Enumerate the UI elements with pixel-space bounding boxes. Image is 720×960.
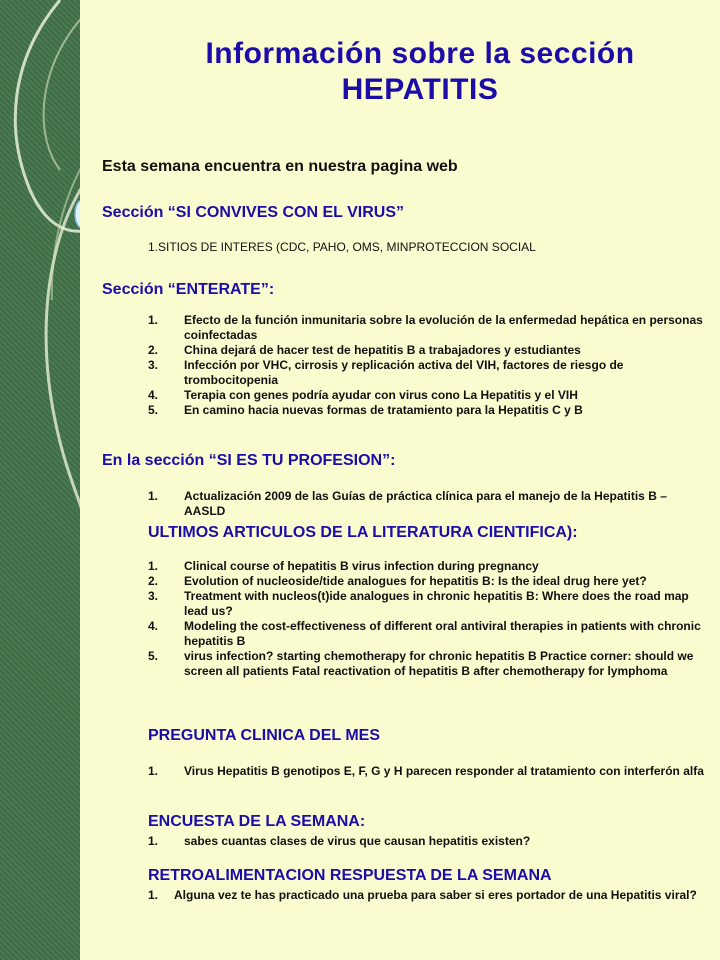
list-item: 2. China dejará de hacer test de hepatitis B a trabajadores y estudiantes	[148, 343, 581, 357]
title-line-1: Información sobre la sección	[205, 37, 635, 70]
section-retro-list	[148, 888, 704, 903]
section-encuesta-list	[148, 834, 704, 849]
list-item: 1. Virus Hepatitis B genotipos E, F, G y H parecen responder al tratamiento con interferón alfa	[148, 764, 704, 778]
section-enterate-heading: Sección “ENTERATE”:	[102, 281, 275, 298]
list-item: 1. Alguna vez te has practicado una prueba para saber si eres portador de una Hepatitis viral?	[148, 888, 697, 902]
section-literatura-heading: ULTIMOS ARTICULOS DE LA LITERATURA CIENTIFICA):	[148, 524, 578, 541]
section-pregunta-heading: PREGUNTA CLINICA DEL MES	[148, 727, 381, 744]
section-profesion-heading: En la sección “SI ES TU PROFESION”:	[102, 452, 396, 469]
decorative-sidebar	[0, 0, 80, 960]
list-item: 1. Efecto de la función inmunitaria sobre la evolución de la enfermedad hepática en personas coinfectadas	[148, 313, 703, 342]
section-enterate-list	[148, 313, 704, 418]
list-item: 5. En camino hacia nuevas formas de tratamiento para la Hepatitis C y B	[148, 403, 583, 417]
section-profesion-list	[148, 489, 704, 519]
title-line-2: HEPATITIS	[341, 73, 499, 106]
list-item: 1. Clinical course of hepatitis B virus infection during pregnancy	[148, 559, 539, 573]
list-item: 5. virus infection? starting chemotherapy for chronic hepatitis B Practice corner: should we screen all patients Fatal reactivation of hepatitis B after chemotherapy for lymphoma	[148, 649, 694, 678]
list-item: 2. Evolution of nucleoside/tide analogues for hepatitis B: Is the ideal drug here yet?	[148, 574, 647, 588]
list-item: 3. Treatment with nucleos(t)ide analogues in chronic hepatitis B: Where does the road map lead us?	[148, 589, 689, 618]
section-convives-note: 1.SITIOS DE INTERES (CDC, PAHO, OMS, MINPROTECCION SOCIAL	[148, 240, 536, 254]
section-convives-heading: Sección “SI CONVIVES CON EL VIRUS”	[102, 204, 404, 221]
swirl-ornament-icon	[0, 0, 80, 960]
section-pregunta-list	[148, 764, 704, 779]
page-title	[100, 36, 720, 108]
lead-text: Esta semana encuentra en nuestra pagina web	[102, 158, 458, 175]
list-item: 1. sabes cuantas clases de virus que causan hepatitis existen?	[148, 834, 531, 848]
section-literatura-list	[148, 559, 704, 679]
list-item: 3. Infección por VHC, cirrosis y replicación activa del VIH, factores de riesgo de trombocitopenia	[148, 358, 624, 387]
section-retro-heading: RETROALIMENTACION RESPUESTA DE LA SEMANA	[148, 867, 552, 884]
list-item: 4. Modeling the cost-effectiveness of different oral antiviral therapies in patients with chronic hepatitis B	[148, 619, 701, 648]
list-item: 1. Actualización 2009 de las Guías de práctica clínica para el manejo de la Hepatitis B – AASLD	[148, 489, 667, 518]
list-item: 4. Terapia con genes podría ayudar con virus cono La Hepatitis y el VIH	[148, 388, 578, 402]
section-encuesta-heading: ENCUESTA DE LA SEMANA:	[148, 813, 366, 830]
